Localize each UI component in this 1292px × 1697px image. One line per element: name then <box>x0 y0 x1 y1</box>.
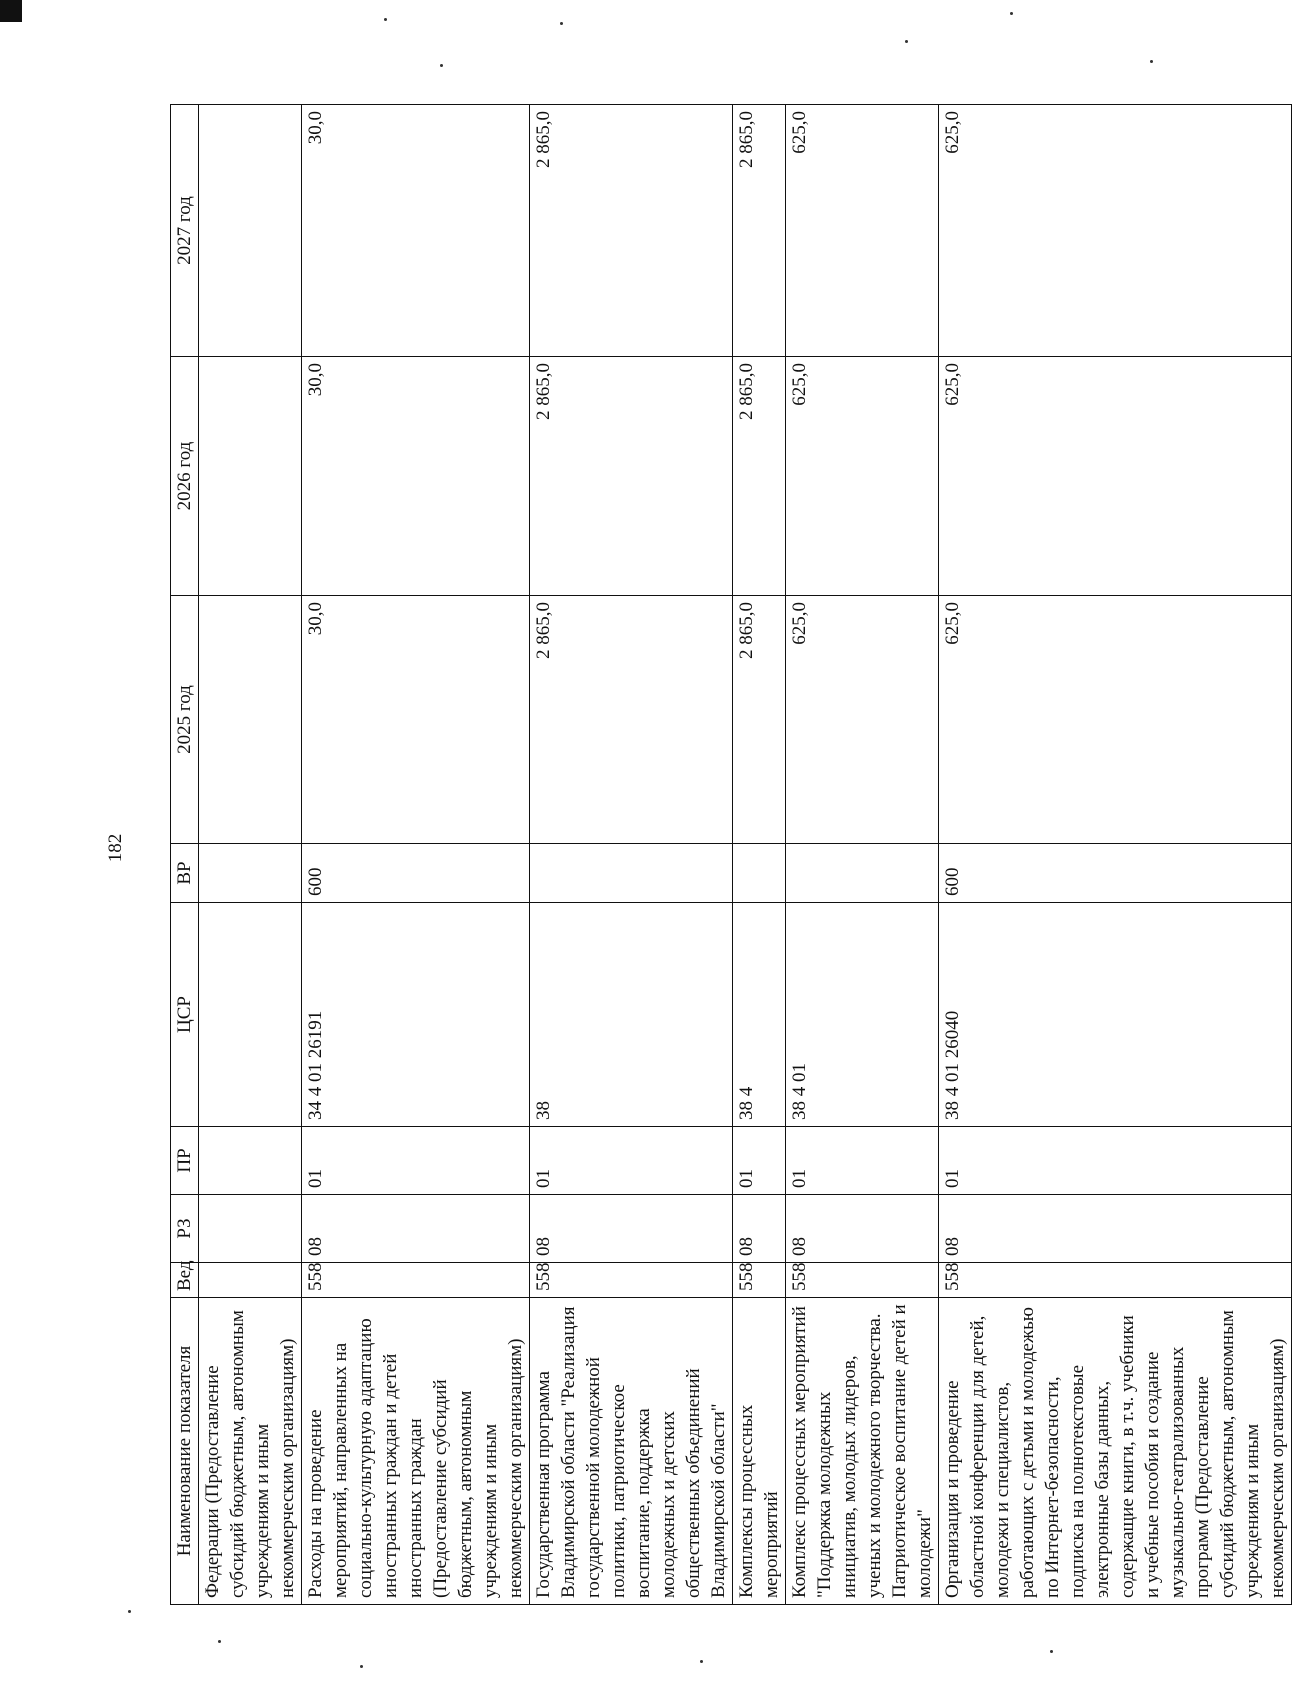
scan-speck <box>1050 1650 1053 1653</box>
cell-2026 <box>199 357 302 596</box>
cell-2025 <box>199 596 302 844</box>
table-row <box>939 105 1292 1605</box>
cell-name: Комплекс процессных мероприятий "Поддержка молодежных инициатив, молодых лидеров, ученых и молодежного творчества. Патриотическое воспитание детей и молодежи" <box>786 1298 939 1605</box>
cell-pr <box>199 1127 302 1195</box>
table-row <box>530 105 733 1605</box>
scan-corner-mark <box>0 0 22 22</box>
cell-rz: 08 <box>302 1195 530 1263</box>
scan-speck <box>560 22 563 25</box>
header-2027: 2027 год <box>171 105 199 357</box>
cell-vr <box>733 844 786 903</box>
cell-2026: 625,0 <box>939 357 1292 596</box>
scan-speck <box>128 1610 131 1613</box>
cell-2027: 2 865,0 <box>530 105 733 357</box>
cell-name: Федерации (Предоставление субсидий бюджетным, автономным учреждениям и иным некоммерческим организациям) <box>199 1298 302 1605</box>
header-pr: ПР <box>171 1127 199 1195</box>
cell-2025: 625,0 <box>939 596 1292 844</box>
table-row <box>786 105 939 1605</box>
header-vr: ВР <box>171 844 199 903</box>
cell-vr: 600 <box>302 844 530 903</box>
cell-name: Государственная программа Владимирской области "Реализация государственной молодежной политики, патриотическое воспитание, поддержка молодежных и детских общественных объединений Владимирской области" <box>530 1298 733 1605</box>
cell-ved: 558 <box>530 1263 733 1298</box>
scan-speck <box>1150 60 1153 63</box>
cell-ved <box>199 1263 302 1298</box>
cell-2027: 30,0 <box>302 105 530 357</box>
cell-rz <box>199 1195 302 1263</box>
cell-name: Комплексы процессных мероприятий <box>733 1298 786 1605</box>
cell-csr: 38 4 01 26040 <box>939 903 1292 1127</box>
header-2025: 2025 год <box>171 596 199 844</box>
cell-pr: 01 <box>302 1127 530 1195</box>
table-row <box>733 105 786 1605</box>
cell-ved: 558 <box>733 1263 786 1298</box>
cell-csr: 38 4 <box>733 903 786 1127</box>
cell-name: Организация и проведение областной конференции для детей, молодежи и специалистов, работающих с детьми и молодежью по Интернет-безопасности, подписка на полнотекстовые электронные базы данных, содержащие книги, в т.ч. учебники и учебные пособия и создание музыкально-театрализованных программ (Предоставление субсидий бюджетным, автономным учреждениям и иным некоммерческим организациям) <box>939 1298 1292 1605</box>
cell-pr: 01 <box>530 1127 733 1195</box>
header-ved: Вед <box>171 1263 199 1298</box>
cell-ved: 558 <box>939 1263 1292 1298</box>
cell-csr: 34 4 01 26191 <box>302 903 530 1127</box>
cell-2026: 30,0 <box>302 357 530 596</box>
cell-rz: 08 <box>939 1195 1292 1263</box>
scan-speck <box>440 64 443 67</box>
scan-speck <box>360 1665 363 1668</box>
scan-speck <box>218 1640 221 1643</box>
cell-2027: 2 865,0 <box>733 105 786 357</box>
cell-vr: 600 <box>939 844 1292 903</box>
cell-vr <box>530 844 733 903</box>
scan-speck <box>1010 12 1013 15</box>
cell-2025: 2 865,0 <box>733 596 786 844</box>
cell-vr <box>199 844 302 903</box>
header-2026: 2026 год <box>171 357 199 596</box>
cell-2026: 2 865,0 <box>733 357 786 596</box>
scan-speck <box>384 18 387 21</box>
cell-2026: 2 865,0 <box>530 357 733 596</box>
header-rz: РЗ <box>171 1195 199 1263</box>
header-csr: ЦСР <box>171 903 199 1127</box>
cell-2027: 625,0 <box>939 105 1292 357</box>
cell-pr: 01 <box>939 1127 1292 1195</box>
cell-2027: 625,0 <box>786 105 939 357</box>
cell-2027 <box>199 105 302 357</box>
cell-ved: 558 <box>786 1263 939 1298</box>
cell-ved: 558 <box>302 1263 530 1298</box>
cell-2025: 30,0 <box>302 596 530 844</box>
cell-2025: 2 865,0 <box>530 596 733 844</box>
cell-pr: 01 <box>733 1127 786 1195</box>
budget-table <box>170 104 1292 1605</box>
header-name: Наименование показателя <box>171 1298 199 1605</box>
cell-vr <box>786 844 939 903</box>
cell-2026: 625,0 <box>786 357 939 596</box>
cell-csr: 38 4 01 <box>786 903 939 1127</box>
cell-rz: 08 <box>786 1195 939 1263</box>
table-row <box>199 105 302 1605</box>
rotated-table-container <box>170 105 1292 1605</box>
header-row <box>171 105 199 1605</box>
cell-2025: 625,0 <box>786 596 939 844</box>
cell-pr: 01 <box>786 1127 939 1195</box>
scan-speck <box>905 40 908 43</box>
table-row <box>302 105 530 1605</box>
cell-csr: 38 <box>530 903 733 1127</box>
cell-name: Расходы на проведение мероприятий, направленных на социально-культурную адаптацию иностранных граждан и детей иностранных граждан (Предоставление субсидий бюджетным, автономным учреждениям и иным некоммерческим организациям) <box>302 1298 530 1605</box>
page-number: 182 <box>105 833 126 863</box>
cell-csr <box>199 903 302 1127</box>
cell-rz: 08 <box>530 1195 733 1263</box>
cell-rz: 08 <box>733 1195 786 1263</box>
scan-speck <box>700 1660 703 1663</box>
